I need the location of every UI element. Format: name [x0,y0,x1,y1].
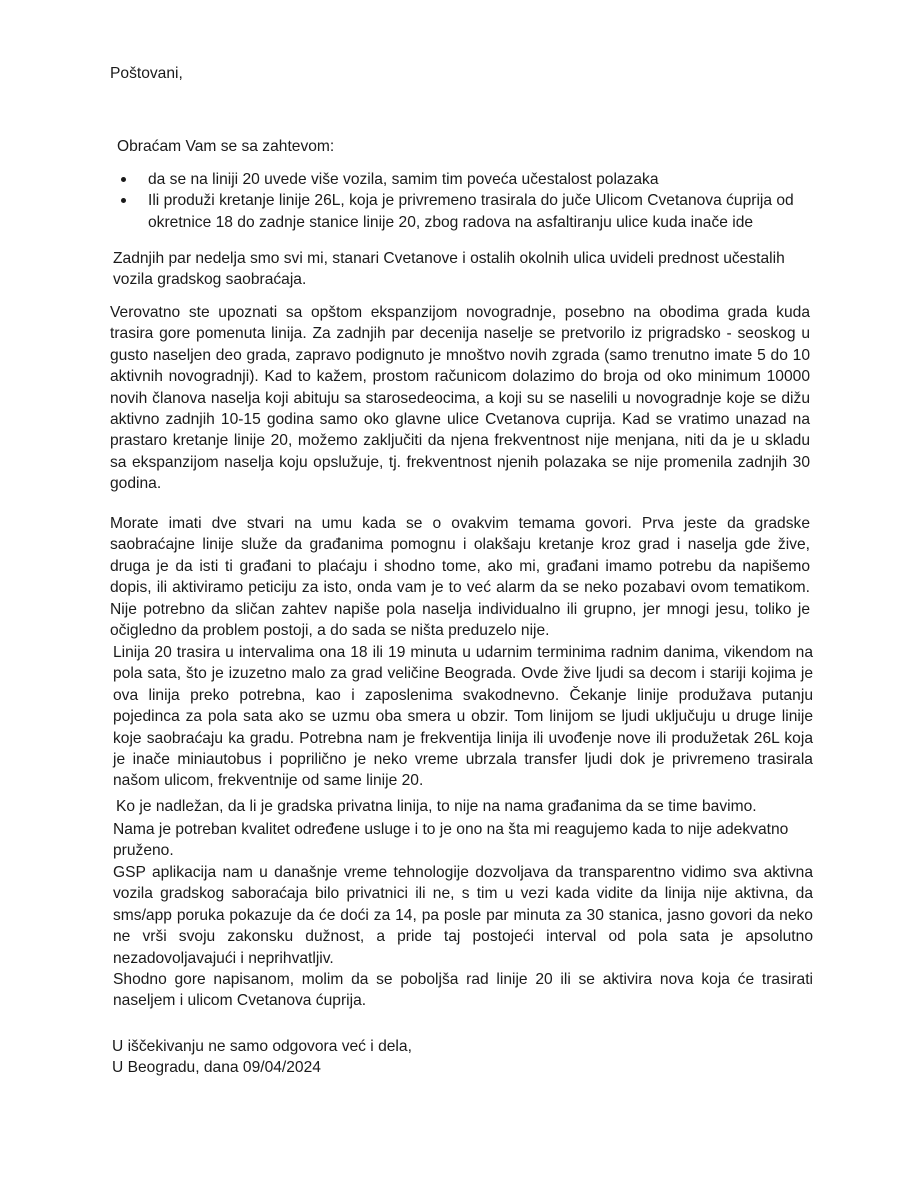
bullet-icon [121,198,126,203]
request-text: da se na liniji 20 uvede više vozila, samim tim poveća učestalost polazaka [148,171,659,188]
paragraph: Nama je potreban kvalitet određene usluge i to je ono na šta mi reagujemo kada to nije adekvatno pruženo. [113,821,789,860]
request-item [110,169,830,190]
closing-block [112,1036,812,1079]
place-date: U Beogradu, dana 09/04/2024 [112,1059,321,1077]
paragraph: GSP aplikacija nam u današnje vreme tehnologije dozvoljava da transparentno vidimo sva aktivna vozila gradskog saboraćaja bilo privatnici ili ne, s tim u vezi kada vidite da linija nije aktivna, da sms/app poruka pokazuje da će doći za 14, pa posle par minuta za 30 stanica, jasno govori da neko ne vrši svoju zakonsku dužnost, a pride taj postojeći interval od pola sata je apsolutno nezadovoljavajući i neprihvatljiv. [113,864,813,967]
closing-line: U iščekivanju ne samo odgovora već i dela, [112,1038,412,1055]
intro-line: Obraćam Vam se sa zahtevom: [117,138,335,155]
paragraph: Morate imati dve stvari na umu kada se o ovakvim temama govori. Prva jeste da gradske saobraćajne linije služe da građanima pomognu i olakšaju kretanje kroz grad i naselja gde žive, druga je da isti ti građani to plaćaju i shodno tome, ako mi, građani imamo potrebu da napišemo dopis, ili aktiviramo peticiju za isto, onda vam je to već alarm da se neko pozabavi ovom tematikom. Nije potrebno da sličan zahtev napiše pola naselja individualno ili grupno, jer mnogi jesu, toliko je očigledno da problem postoji, a do sada se ništa preduzelo nije. [110,515,810,640]
paragraph: Shodno gore napisanom, molim da se poboljša rad linije 20 ili se aktivira nova koja će trasirati naseljem i ulicom Cvetanova ćuprija. [113,971,813,1010]
request-item [110,190,830,233]
paragraph: Zadnjih par nedelja smo svi mi, stanari Cvetanove i ostalih okolnih ulica uvideli prednost učestalih vozila gradskog saobraćaja. [113,250,785,289]
paragraph: Ko je nadležan, da li je gradska privatna linija, to nije na nama građanima da se time bavimo. [116,798,757,815]
paragraph: Verovatno ste upoznati sa opštom ekspanzijom novogradnje, posebno na obodima grada kuda trasira gore pomenuta linija. Za zadnjih par decenija naselje se pretvorilo iz prigradsko - seoskog u gusto naseljen deo grada, zapravo podignuto je mnoštvo novih zgrada (samo trenutno imate 5 do 10 aktivnih novogradnji). Kad to kažem, prostom računicom dolazimo do broja od oko minimum 10000 novih članova naselja koji abituju sa starosedeocima, a koji su se naselili u novogradnje koje se dižu aktivno zadnjih 10-15 godina samo oko glavne ulice Cvetanova cuprija. Kad se vratimo unazad na prastaro kretanje linije 20, možemo zaključiti da njena frekventnost nije menjana, niti da je u skladu sa ekspanzijom naselja koju opslužuje, tj. frekventnost njenih polazaka se nije promenila zadnjih 30 godina. [110,304,810,493]
greeting: Poštovani, [110,65,183,82]
request-list [110,169,830,233]
bullet-icon [121,177,126,182]
request-text: Ili produži kretanje linije 26L, koja je privremeno trasirala do juče Ulicom Cvetanova ćuprija od okretnice 18 do zadnje stanice linije 20, zbog radova na asfaltiranju ulice kuda inače ide [148,192,794,231]
paragraph: Linija 20 trasira u intervalima ona 18 ili 19 minuta u udarnim terminima radnim danima, vikendom na pola sata, što je izuzetno malo za grad veličine Beograda. Ovde žive ljudi sa decom i stariji kojima je ova linija preko potrebna, kao i zaposlenima svakodnevno. Čekanje linije produžava putanju pojedinca za pola sata ako se uzmu oba smera u obzir. Tom linijom se ljudi uključuju u druge linije koje saobraćaju ka gradu. Potrebna nam je frekventija linija ili uvođenje nove ili produžetak 26L koja je inače miniautobus i poprilično je neko vreme ubrzala transfer ljudi dok je privremeno trasirala našom ulicom, frekventnije od same linije 20. [113,644,813,790]
